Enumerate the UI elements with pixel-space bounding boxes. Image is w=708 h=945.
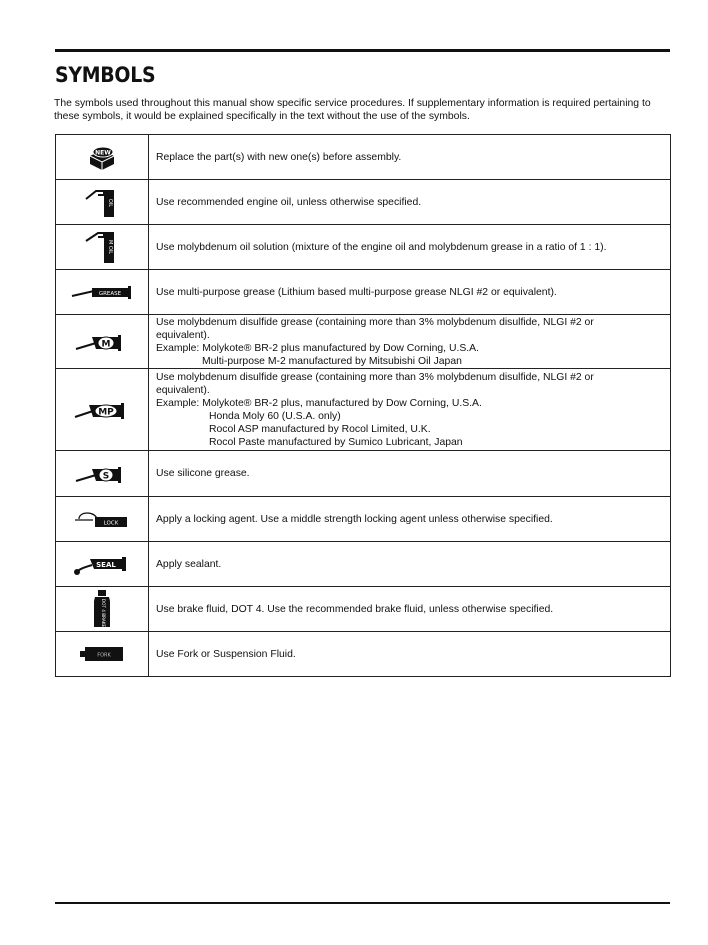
svg-text:M OIL: M OIL: [107, 239, 113, 255]
svg-text:M: M: [101, 339, 111, 349]
table-row: [56, 369, 671, 451]
table-row: [56, 587, 671, 632]
row-description: Use silicone grease.: [149, 451, 671, 497]
row-description: Use molybdenum disulfide grease (containing more than 3% molybdenum disulfide, NLGI #2 or equivalent). Example: Molykote® BR-2 plus, manufactured by Dow Corning, U.S.A. Honda Moly 60 (U.S.A. only) Rocol ASP manufactured by Rocol Limited, U.K. Rocol Paste manufactured by Sumico Lubricant, Japan: [149, 369, 671, 451]
grease-icon: [70, 282, 134, 302]
molybdenum-grease-mp-icon: [73, 397, 131, 423]
icon-cell: [56, 451, 149, 497]
svg-text:OIL: OIL: [107, 198, 113, 208]
table-row: [56, 180, 671, 225]
brake-fluid-icon: [90, 589, 114, 629]
new-part-icon: [80, 142, 124, 172]
silicone-grease-icon: [74, 461, 130, 487]
molybdenum-oil-icon: [82, 229, 122, 265]
icon-cell: [56, 587, 149, 632]
table-row: [56, 542, 671, 587]
row-description: Use molybdenum disulfide grease (containing more than 3% molybdenum disulfide, NLGI #2 or equivalent). Example: Molykote® BR-2 plus manufactured by Dow Corning, U.S.A. Multi-purpose M-2 manufactured by Mitsubishi Oil Japan: [149, 315, 671, 369]
fork-fluid-icon: [77, 644, 127, 664]
icon-cell: [56, 180, 149, 225]
top-rule: [55, 49, 670, 52]
table-row: [56, 270, 671, 315]
table-row: [56, 225, 671, 270]
symbols-table: [55, 134, 671, 677]
svg-text:LOCK: LOCK: [103, 520, 119, 527]
icon-cell: [56, 315, 149, 369]
svg-text:GREASE: GREASE: [98, 291, 122, 297]
icon-cell: [56, 369, 149, 451]
row-description: Use recommended engine oil, unless otherwise specified.: [149, 180, 671, 225]
table-row: [56, 497, 671, 542]
row-description: Apply sealant.: [149, 542, 671, 587]
engine-oil-icon: [82, 185, 122, 219]
icon-cell: [56, 225, 149, 270]
sealant-icon: [72, 551, 132, 577]
icon-cell: [56, 632, 149, 677]
row-description: Apply a locking agent. Use a middle strength locking agent unless otherwise specified.: [149, 497, 671, 542]
row-description: Replace the part(s) with new one(s) before assembly.: [149, 135, 671, 180]
row-description: Use molybdenum oil solution (mixture of the engine oil and molybdenum grease in a ratio of 1 : 1).: [149, 225, 671, 270]
svg-text:FORK: FORK: [97, 652, 111, 659]
icon-cell: [56, 270, 149, 315]
locking-agent-icon: [73, 507, 131, 531]
molybdenum-grease-m-icon: [74, 329, 130, 355]
row-description: Use brake fluid, DOT 4. Use the recommended brake fluid, unless otherwise specified.: [149, 587, 671, 632]
row-description: Use Fork or Suspension Fluid.: [149, 632, 671, 677]
table-row: [56, 632, 671, 677]
bottom-rule: [55, 902, 670, 904]
icon-cell: [56, 542, 149, 587]
svg-text:DOT 4 BRAKE: DOT 4 BRAKE: [101, 598, 106, 628]
svg-text:S: S: [102, 471, 110, 481]
svg-text:SEAL: SEAL: [96, 561, 116, 569]
table-row: [56, 135, 671, 180]
icon-cell: [56, 135, 149, 180]
table-row: [56, 451, 671, 497]
icon-cell: [56, 497, 149, 542]
svg-text:MP: MP: [98, 407, 114, 417]
intro-paragraph: The symbols used throughout this manual show specific service procedures. If supplementary information is required pertaining to these symbols, it would be explained specifically in the text without the use of the symbols.: [54, 98, 651, 122]
row-description: Use multi-purpose grease (Lithium based multi-purpose grease NLGI #2 or equivalent).: [149, 270, 671, 315]
table-row: [56, 315, 671, 369]
page-title: SYMBOLS: [55, 63, 156, 87]
svg-text:NEW: NEW: [95, 149, 111, 157]
